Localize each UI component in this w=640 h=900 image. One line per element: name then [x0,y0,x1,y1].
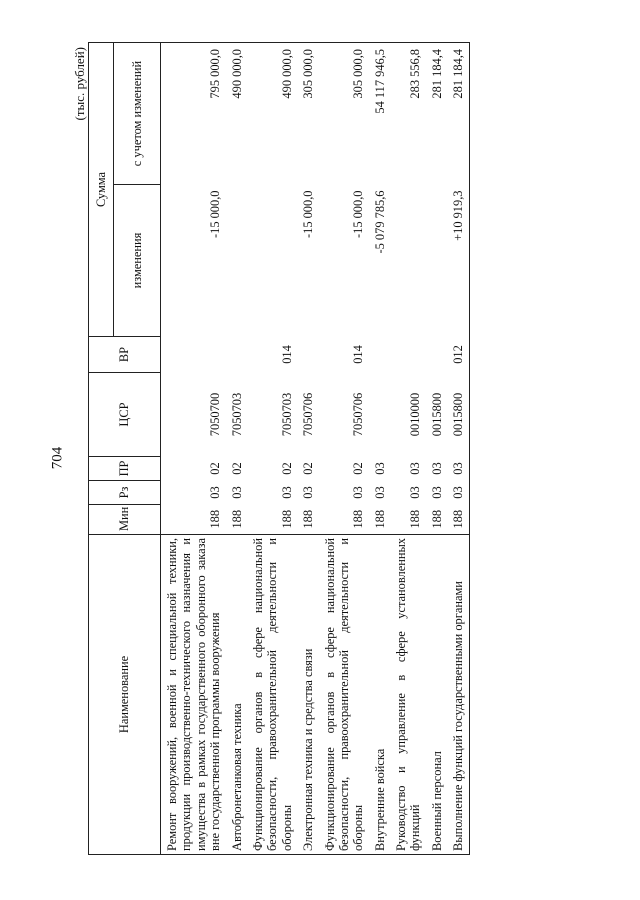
table-row [247,43,297,855]
row-name: Выполнение функций государственными органами [447,535,469,855]
row-pr: 02 [279,462,294,475]
table-row [161,43,226,855]
rotated-page-content [74,43,588,855]
row-min: 188 [351,509,366,529]
table-row [426,43,447,855]
row-total: 305 000,0 [297,43,318,185]
row-name: Ремонт вооружений, военной и специальной техники, продукции производственно-технического назначения и имущества в рамках государственного оборонного заказа вне государственной программы вооружения [161,535,226,855]
row-min: 188 [429,509,444,529]
row-pr: 03 [408,462,423,475]
row-vr [226,337,247,373]
row-vr: 014 [279,345,294,364]
row-name: Функционирование органов в сфере национальной безопасности, правоохранительной деятельности и обороны [319,535,369,855]
row-pr: 02 [351,462,366,475]
row-pr: 03 [372,462,387,475]
row-csr: 0015800 [429,392,444,437]
row-change: -15 000,0 [208,190,223,238]
row-rz: 03 [301,486,316,499]
row-min: 188 [301,509,316,529]
row-total: 795 000,0 [161,43,226,185]
row-rz: 03 [372,486,387,499]
row-pr: 02 [301,462,316,475]
row-name: Внутренние войска [369,535,390,855]
row-change [390,185,426,337]
budget-table [88,42,470,855]
row-change [247,185,297,337]
header-row [89,43,114,855]
row-name: Руководство и управление в сфере установленных функций [390,535,426,855]
row-total: 490 000,0 [247,43,297,185]
table-row [369,43,390,855]
row-min: 188 [229,509,244,529]
row-vr [297,337,318,373]
row-rz: 03 [279,486,294,499]
header-min: Мин [89,505,161,535]
row-csr [369,373,390,457]
row-rz: 03 [208,486,223,499]
row-rz: 03 [447,481,469,505]
row-rz: 03 [408,486,423,499]
page-number: 704 [49,446,66,470]
row-vr [426,337,447,373]
row-total: 281 184,4 [447,43,469,185]
row-csr: 7050700 [208,392,223,437]
row-min: 188 [447,505,469,535]
table-row [390,43,426,855]
row-name: Электронная техника и средства связи [297,535,318,855]
header-name: Наименование [89,535,161,855]
header-changes: изменения [114,185,161,337]
row-pr: 02 [229,462,244,475]
row-pr: 03 [429,462,444,475]
row-rz: 03 [229,486,244,499]
row-total: 305 000,0 [319,43,369,185]
row-min: 188 [408,509,423,529]
row-pr: 02 [208,462,223,475]
header-with-changes: с учетом изменений [114,43,161,185]
row-change: +10 919,3 [447,185,469,337]
row-vr: 012 [447,337,469,373]
header-vr: ВР [89,337,161,373]
row-min: 188 [208,509,223,529]
header-csr: ЦСР [89,373,161,457]
row-csr: 7050703 [229,392,244,437]
row-change [226,185,247,337]
row-total: 283 556,8 [390,43,426,185]
row-change: -15 000,0 [301,190,316,238]
header-pr: ПР [89,457,161,481]
row-vr [161,337,226,373]
row-csr: 7050703 [279,392,294,437]
row-rz: 03 [351,486,366,499]
row-csr: 7050706 [301,392,316,437]
row-name: Военный персонал [426,535,447,855]
row-total: 54 117 946,5 [369,43,390,185]
row-rz: 03 [429,486,444,499]
row-total: 281 184,4 [426,43,447,185]
row-name: Функционирование органов в сфере национальной безопасности, правоохранительной деятельности и обороны [247,535,297,855]
table-body [161,43,470,855]
row-name: Автобронетанковая техника [226,535,247,855]
row-change: -5 079 785,6 [372,190,387,254]
table-row [319,43,369,855]
row-csr: 7050706 [351,392,366,437]
row-pr: 03 [447,457,469,481]
row-change: -15 000,0 [351,190,366,238]
row-csr: 0015800 [447,373,469,457]
row-vr [369,337,390,373]
row-csr: 0010000 [408,392,423,437]
header-summa: Сумма [89,43,114,337]
header-rz: Рз [89,481,161,505]
row-change [426,185,447,337]
row-min: 188 [372,509,387,529]
row-vr [390,337,426,373]
row-min: 188 [279,509,294,529]
table-row [447,43,469,855]
row-total: 490 000,0 [226,43,247,185]
row-vr: 014 [351,345,366,364]
table-row [297,43,318,855]
units-note: (тыс. рублей) [72,47,87,121]
table-row [226,43,247,855]
